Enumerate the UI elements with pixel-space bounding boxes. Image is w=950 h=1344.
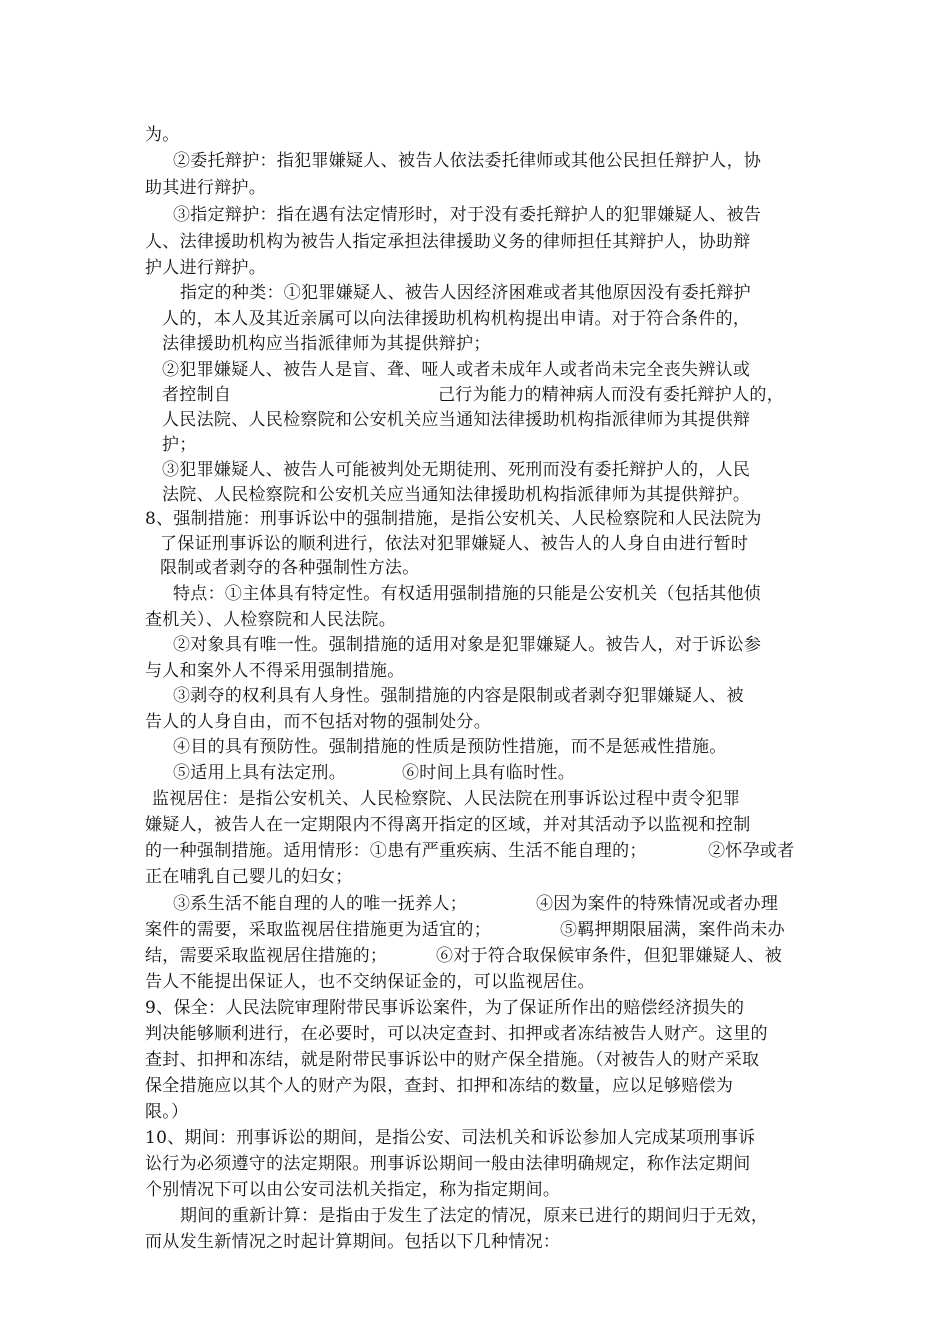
text-line: 与人和案外人不得采用强制措施。 [145, 661, 405, 681]
text-line: ③指定辩护：指在遇有法定情形时，对于没有委托辩护人的犯罪嫌疑人、被告 [173, 205, 762, 225]
text-line: 案件的需要，采取监视居住措施更为适宜的； [145, 920, 491, 940]
text-line: ②怀孕或者 [708, 841, 795, 861]
text-line: 个别情况下可以由公安司法机关指定，称为指定期间。 [145, 1180, 561, 1200]
text-line: 护人进行辩护。 [145, 258, 267, 278]
text-line: ②对象具有唯一性。强制措施的适用对象是犯罪嫌疑人。被告人，对于诉讼参 [173, 635, 762, 655]
text-line: ③系生活不能自理的人的唯一抚养人； [173, 894, 468, 914]
text-line: 人民法院、人民检察院和公安机关应当通知法律援助机构指派律师为其提供辩 [162, 410, 751, 430]
text-line: 己行为能力的精神病人而没有委托辩护人的， [438, 385, 784, 405]
text-line: 助其进行辩护。 [145, 178, 267, 198]
text-line: 护； [162, 435, 197, 455]
text-line: ③犯罪嫌疑人、被告人可能被判处无期徒刑、死刑而没有委托辩护人的，人民 [162, 460, 751, 480]
text-line: 9、保全：人民法院审理附带民事诉讼案件，为了保证所作出的赔偿经济损失的 [145, 998, 745, 1018]
text-line: 正在哺乳自己婴儿的妇女； [145, 867, 353, 887]
text-line: ⑤适用上具有法定刑。 [173, 763, 346, 783]
text-line: ②委托辩护：指犯罪嫌疑人、被告人依法委托律师或其他公民担任辩护人，协 [173, 151, 762, 171]
text-line: 人的，本人及其近亲属可以向法律援助机构机构提出申请。对于符合条件的， [162, 309, 751, 329]
text-line: 的一种强制措施。适用情形：①患有严重疾病、生活不能自理的； [145, 841, 647, 861]
text-line: 人、法律援助机构为被告人指定承担法律援助义务的律师担任其辩护人，协助辩 [145, 232, 751, 252]
text-line: 结，需要采取监视居住措施的； [145, 946, 388, 966]
text-line: ②犯罪嫌疑人、被告人是盲、聋、哑人或者未成年人或者尚未完全丧失辨认或 [162, 360, 751, 380]
text-line: 而从发生新情况之时起计算期间。包括以下几种情况： [145, 1232, 561, 1252]
text-line: 判决能够顺利进行，在必要时，可以决定查封、扣押或者冻结被告人财产。这里的 [145, 1024, 768, 1044]
text-line: ④目的具有预防性。强制措施的性质是预防性措施，而不是惩戒性措施。 [173, 737, 727, 757]
text-line: 讼行为必须遵守的法定期限。刑事诉讼期间一般由法律明确规定，称作法定期间 [145, 1154, 751, 1174]
text-line: 保全措施应以其个人的财产为限，查封、扣押和冻结的数量，应以足够赔偿为 [145, 1076, 734, 1096]
text-line: ④因为案件的特殊情况或者办理 [536, 894, 779, 914]
text-line: 限制或者剥夺的各种强制性方法。 [160, 558, 420, 578]
text-line: 期间的重新计算：是指由于发生了法定的情况，原来已进行的期间归于无效， [180, 1206, 769, 1226]
text-line: 为。 [145, 125, 180, 145]
text-line: 查机关）、人检察院和人民法院。 [145, 610, 396, 630]
text-line: 了保证刑事诉讼的顺利进行，依法对犯罪嫌疑人、被告人的人身自由进行暂时 [160, 534, 749, 554]
text-line: 8、强制措施：刑事诉讼中的强制措施，是指公安机关、人民检察院和人民法院为 [145, 509, 762, 529]
text-line: 指定的种类：①犯罪嫌疑人、被告人因经济困难或者其他原因没有委托辩护 [180, 283, 751, 303]
text-line: ⑥时间上具有临时性。 [402, 763, 575, 783]
text-line: 限。） [145, 1102, 189, 1122]
text-line: 10、期间：刑事诉讼的期间，是指公安、司法机关和诉讼参加人完成某项刑事诉 [145, 1128, 756, 1148]
text-line: ③剥夺的权利具有人身性。强制措施的内容是限制或者剥夺犯罪嫌疑人、被 [173, 686, 744, 706]
text-line: ⑤羁押期限届满，案件尚未办 [560, 920, 785, 940]
text-line: 者控制自 [162, 385, 232, 405]
text-line: 监视居住：是指公安机关、人民检察院、人民法院在刑事诉讼过程中责令犯罪 [152, 789, 741, 809]
text-line: 法院、人民检察院和公安机关应当通知法律援助机构指派律师为其提供辩护。 [162, 485, 751, 505]
text-line: 嫌疑人，被告人在一定期限内不得离开指定的区域，并对其活动予以监视和控制 [145, 815, 751, 835]
text-line: ⑥对于符合取保候审条件，但犯罪嫌疑人、被 [436, 946, 782, 966]
text-line: 查封、扣押和冻结，就是附带民事诉讼中的财产保全措施。（对被告人的财产采取 [145, 1050, 760, 1070]
text-line: 法律援助机构应当指派律师为其提供辩护； [162, 334, 491, 354]
text-line: 告人不能提出保证人，也不交纳保证金的，可以监视居住。 [145, 972, 595, 992]
text-line: 告人的人身自由，而不包括对物的强制处分。 [145, 712, 491, 732]
text-line: 特点：①主体具有特定性。有权适用强制措施的只能是公安机关（包括其他侦 [173, 584, 762, 604]
